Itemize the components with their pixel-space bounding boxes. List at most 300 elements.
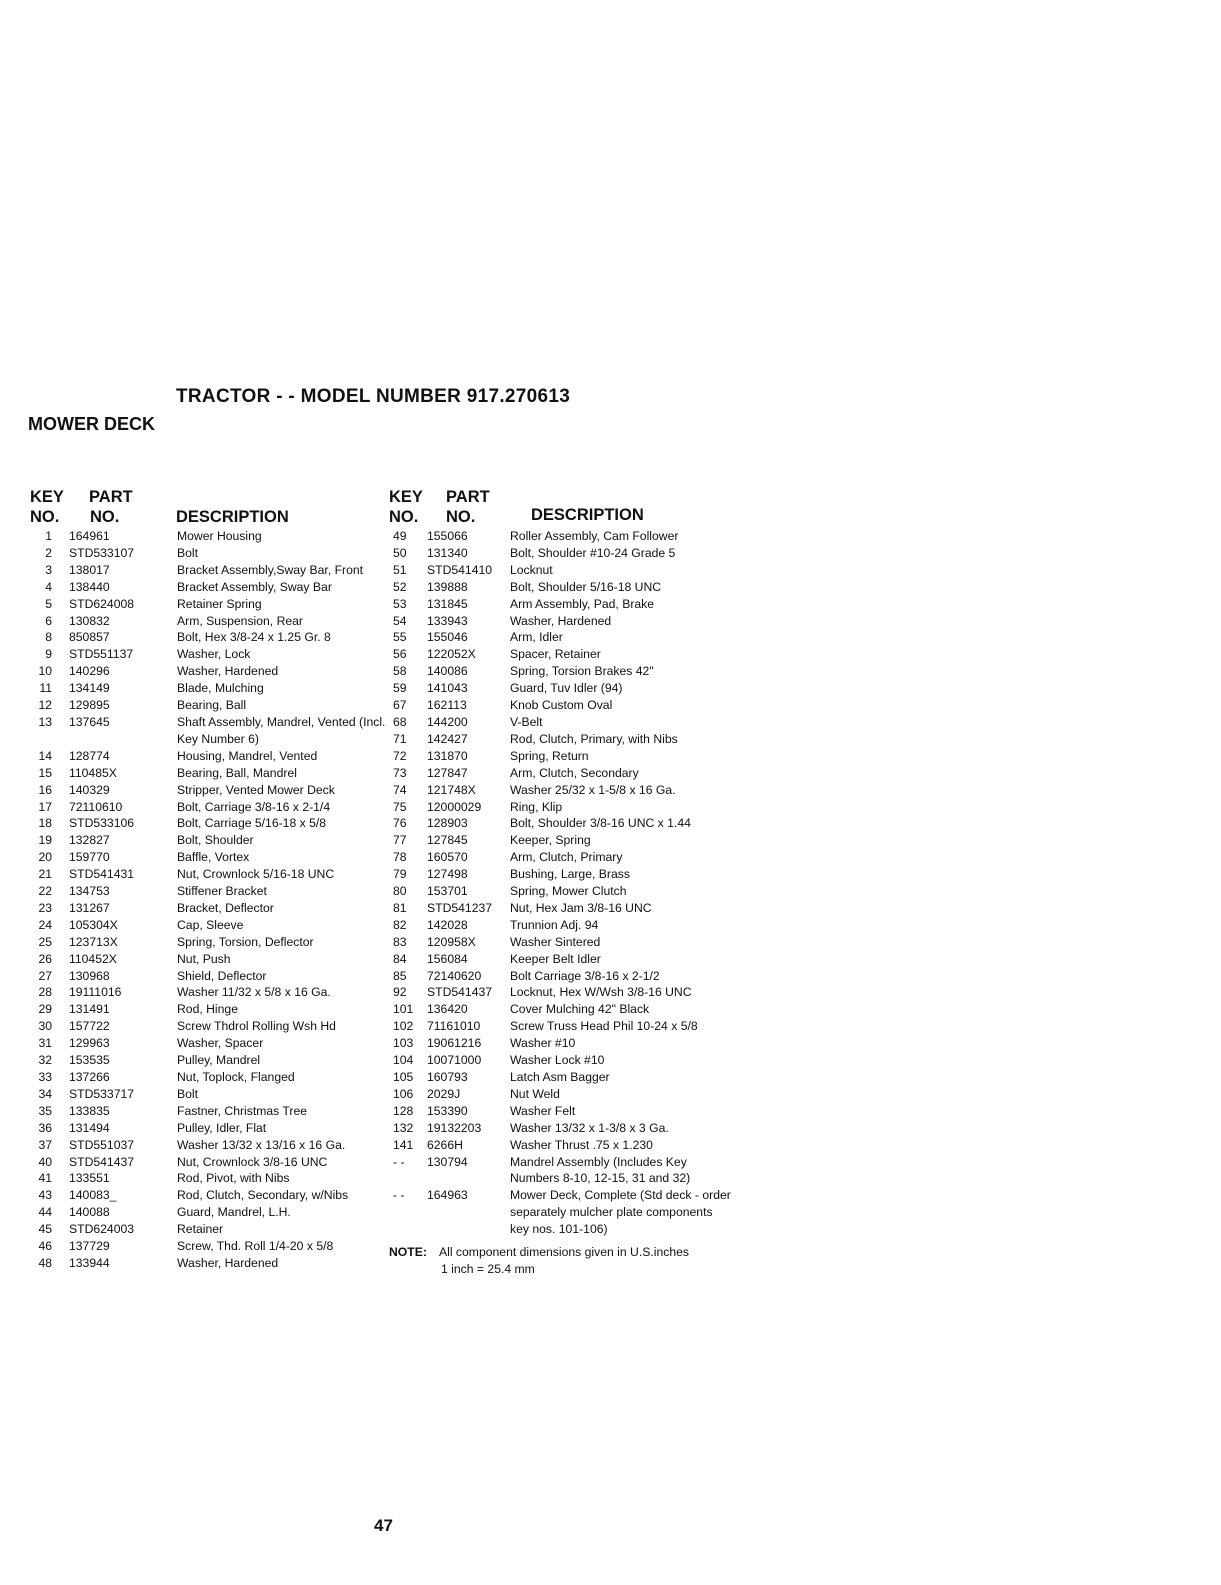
table-row	[30, 815, 390, 832]
table-row	[389, 562, 734, 579]
table-row	[30, 832, 390, 849]
header-key: KEY	[389, 488, 423, 506]
key-number: 35	[38, 1103, 52, 1118]
description: Bolt, Shoulder 5/16-18 UNC	[510, 579, 662, 594]
description: Bolt, Carriage 3/8-16 x 2-1/4	[177, 799, 331, 814]
key-number: 128	[393, 1103, 414, 1118]
part-number: 131267	[69, 900, 110, 915]
description: Stripper, Vented Mower Deck	[177, 782, 335, 797]
key-number: 24	[38, 917, 52, 932]
table-row	[30, 900, 390, 917]
part-number: STD541437	[427, 985, 493, 1000]
description: Guard, Mandrel, L.H.	[177, 1205, 291, 1220]
part-number: 162113	[427, 698, 467, 713]
part-number: 127498	[427, 867, 468, 882]
description: Nut, Toplock, Flanged	[177, 1070, 295, 1084]
description: Washer, Hardened	[177, 1255, 279, 1270]
key-number: 46	[38, 1239, 52, 1254]
table-row	[30, 917, 390, 934]
key-number: 77	[393, 833, 407, 848]
table-row	[389, 629, 734, 646]
part-number: 157722	[69, 1019, 110, 1034]
key-number: 12	[38, 698, 52, 713]
table-row	[30, 748, 390, 765]
header-description: DESCRIPTION	[531, 506, 644, 524]
part-number: 131870	[427, 748, 468, 763]
description: Washer, Hardened	[510, 613, 612, 628]
key-number: 29	[38, 1002, 52, 1017]
description: Spring, Torsion Brakes 42"	[510, 664, 654, 679]
key-number: 6	[45, 613, 52, 628]
table-row	[30, 680, 390, 697]
part-number: 141043	[427, 681, 468, 696]
description: V-Belt	[510, 714, 543, 729]
part-number: 159770	[69, 850, 110, 865]
part-number: 105304X	[69, 917, 118, 932]
description: Latch Asm Bagger	[510, 1070, 610, 1084]
part-number: 2029J	[427, 1086, 461, 1101]
table-row	[389, 883, 734, 900]
key-number: 27	[38, 968, 52, 983]
part-number: 128903	[427, 816, 468, 831]
key-number: 45	[38, 1222, 52, 1237]
description: Fastner, Christmas Tree	[177, 1103, 308, 1118]
key-number: 48	[38, 1255, 52, 1270]
part-number: 164961	[69, 529, 110, 543]
part-number: 19061216	[427, 1036, 482, 1051]
table-row	[30, 934, 390, 951]
description: Washer, Lock	[177, 647, 251, 662]
description: Bolt, Hex 3/8-24 x 1.25 Gr. 8	[177, 630, 331, 645]
table-row	[30, 1221, 390, 1238]
part-number: 138017	[69, 562, 110, 577]
key-number: 49	[393, 529, 407, 543]
table-row	[30, 613, 390, 630]
table-row	[30, 528, 390, 545]
part-number: STD541237	[427, 900, 493, 915]
part-number: 110485X	[69, 765, 117, 780]
key-number: 14	[38, 748, 52, 763]
key-number: 54	[393, 613, 407, 628]
key-number: 106	[393, 1086, 414, 1101]
table-row	[389, 951, 734, 968]
header-key-no: NO.	[389, 508, 419, 526]
key-number: 59	[393, 681, 407, 696]
description: Mandrel Assembly (Includes Key Numbers 8-10, 12-15, 31 and 32)	[510, 1154, 691, 1186]
key-number: 75	[393, 799, 407, 814]
key-number: 15	[38, 765, 52, 780]
note-text: All component dimensions given in U.S.inches	[439, 1245, 689, 1259]
table-row	[30, 1154, 390, 1171]
key-number: 44	[38, 1205, 52, 1220]
description: Screw Truss Head Phil 10-24 x 5/8	[510, 1019, 698, 1034]
part-number: 140088	[69, 1205, 110, 1220]
part-number: STD541431	[69, 867, 135, 882]
description: Blade, Mulching	[177, 681, 264, 696]
key-number: 80	[393, 884, 407, 899]
part-number: 133944	[69, 1255, 110, 1270]
table-row	[389, 1120, 734, 1137]
description: Washer, Spacer	[177, 1036, 264, 1051]
key-number: 78	[393, 850, 407, 865]
key-number: 105	[393, 1070, 414, 1084]
part-number: 160570	[427, 850, 468, 865]
header-part: PART	[446, 488, 490, 506]
description: Cover Mulching 42" Black	[510, 1002, 650, 1017]
table-row	[30, 799, 390, 816]
table-row	[389, 613, 734, 630]
header-part-no: NO.	[90, 508, 120, 526]
part-number: 138440	[69, 579, 110, 594]
description: Nut Weld	[510, 1086, 560, 1101]
table-row	[30, 968, 390, 985]
key-number: 4	[45, 579, 52, 594]
key-number: 92	[393, 985, 407, 1000]
table-row	[30, 1086, 390, 1103]
part-number: STD624003	[69, 1222, 135, 1237]
table-row	[389, 1001, 734, 1018]
description: Spacer, Retainer	[510, 647, 601, 662]
part-number: 127845	[427, 833, 468, 848]
part-number: 140083_	[69, 1188, 117, 1203]
table-row	[30, 883, 390, 900]
description: Spring, Return	[510, 748, 589, 763]
part-number: 131340	[427, 545, 468, 560]
part-number: 132827	[69, 833, 110, 848]
table-row	[30, 1187, 390, 1204]
description: Bracket Assembly, Sway Bar	[177, 579, 332, 594]
key-number: 28	[38, 985, 52, 1000]
key-number: 50	[393, 545, 407, 560]
part-number: 129895	[69, 698, 110, 713]
description: Nut, Push	[177, 951, 231, 966]
key-number: 10	[38, 664, 52, 679]
part-number: 133943	[427, 613, 468, 628]
table-row	[389, 596, 734, 613]
part-number: 155066	[427, 529, 468, 543]
key-number: 22	[38, 884, 52, 899]
description: Roller Assembly, Cam Follower	[510, 529, 679, 543]
description: Keeper, Spring	[510, 833, 591, 848]
key-number: 40	[38, 1154, 52, 1169]
key-number: 56	[393, 647, 407, 662]
description: Shield, Deflector	[177, 968, 267, 983]
key-number: 11	[39, 681, 52, 696]
key-number: 132	[393, 1120, 414, 1135]
part-number: 134753	[69, 884, 110, 899]
table-row	[30, 1069, 390, 1086]
table-row	[389, 646, 734, 663]
description: Bracket Assembly,Sway Bar, Front	[177, 562, 364, 577]
key-number: 101	[393, 1002, 414, 1017]
table-row	[30, 545, 390, 562]
part-number: 153701	[427, 884, 468, 899]
table-row	[389, 765, 734, 782]
table-row	[30, 697, 390, 714]
table-row	[389, 900, 734, 917]
table-row	[30, 866, 390, 883]
description: Keeper Belt Idler	[510, 951, 601, 966]
part-number: 130832	[69, 613, 110, 628]
description: Ring, Klip	[510, 799, 563, 814]
part-number: STD541437	[69, 1154, 135, 1169]
part-number: 140086	[427, 664, 468, 679]
part-number: 123713X	[69, 934, 118, 949]
part-number: 137266	[69, 1070, 110, 1084]
description: Bolt	[177, 545, 199, 560]
part-number: 122052X	[427, 647, 476, 662]
part-number: STD551037	[69, 1137, 135, 1152]
description: Nut, Crownlock 3/8-16 UNC	[177, 1154, 328, 1169]
part-number: 140329	[69, 782, 110, 797]
key-number: 36	[38, 1120, 52, 1135]
key-number: 103	[393, 1036, 414, 1051]
part-number: 121748X	[427, 782, 476, 797]
section-title: MOWER DECK	[28, 414, 155, 434]
table-row	[389, 815, 734, 832]
table-row	[389, 528, 734, 545]
header-key-no: NO.	[30, 508, 60, 526]
header-key: KEY	[30, 488, 64, 506]
key-number: 13	[38, 714, 52, 729]
table-row	[30, 646, 390, 663]
description: Rod, Clutch, Primary, with Nibs	[510, 731, 678, 746]
page-number: 47	[374, 1516, 393, 1535]
description: Cap, Sleeve	[177, 917, 244, 932]
key-number: 21	[38, 867, 52, 882]
table-row	[389, 1035, 734, 1052]
key-number: 85	[393, 968, 407, 983]
header-part-no: NO.	[446, 508, 476, 526]
note-label: NOTE:	[389, 1245, 427, 1259]
table-row	[389, 1187, 734, 1238]
description: Shaft Assembly, Mandrel, Vented (Incl. Key Number 6)	[177, 714, 386, 746]
description: Arm Assembly, Pad, Brake	[510, 596, 655, 611]
part-number: 156084	[427, 951, 468, 966]
key-number: 82	[393, 917, 407, 932]
dimension-note	[389, 1244, 749, 1278]
description: Spring, Torsion, Deflector	[177, 934, 314, 949]
description: Washer Thrust .75 x 1.230	[510, 1137, 653, 1152]
key-number: 30	[38, 1019, 52, 1034]
table-header	[30, 488, 390, 528]
key-number: 2	[45, 545, 52, 560]
description: Arm, Suspension, Rear	[177, 613, 303, 628]
part-number: 19132203	[427, 1120, 482, 1135]
description: Bolt	[177, 1086, 199, 1101]
part-number: 142028	[427, 917, 468, 932]
description: Spring, Mower Clutch	[510, 884, 627, 899]
table-row	[389, 748, 734, 765]
description: Bolt, Carriage 5/16-18 x 5/8	[177, 816, 327, 831]
part-number: STD551137	[69, 647, 134, 662]
description: Washer 13/32 x 1-3/8 x 3 Ga.	[510, 1120, 669, 1135]
description: Washer Lock #10	[510, 1053, 605, 1068]
description: Washer Felt	[510, 1103, 576, 1118]
key-number: 17	[38, 799, 52, 814]
key-number: 76	[393, 816, 407, 831]
key-number: 53	[393, 596, 407, 611]
key-number: 55	[393, 630, 407, 645]
key-number: 51	[393, 562, 407, 577]
key-number: 26	[38, 951, 52, 966]
table-row	[30, 984, 390, 1001]
part-number: 130968	[69, 968, 110, 983]
table-row	[389, 934, 734, 951]
key-number: - -	[393, 1188, 405, 1203]
part-number: 153535	[69, 1053, 110, 1068]
description: Nut, Hex Jam 3/8-16 UNC	[510, 900, 652, 915]
table-row	[30, 596, 390, 613]
part-number: 131491	[69, 1002, 110, 1017]
part-number: 12000029	[427, 799, 482, 814]
key-number: 43	[38, 1188, 52, 1203]
description: Retainer Spring	[177, 596, 262, 611]
description: Washer Sintered	[510, 934, 601, 949]
key-number: - -	[393, 1154, 405, 1169]
key-number: 5	[45, 596, 52, 611]
parts-table-left	[30, 488, 390, 1272]
description: Mower Deck, Complete (Std deck - order separately mulcher plate components key nos. 101-106)	[510, 1188, 731, 1237]
description: Washer 25/32 x 1-5/8 x 16 Ga.	[510, 782, 676, 797]
part-number: 131494	[69, 1120, 110, 1135]
key-number: 84	[393, 951, 407, 966]
part-number: 134149	[69, 681, 110, 696]
table-row	[389, 663, 734, 680]
key-number: 68	[393, 714, 407, 729]
table-row	[30, 951, 390, 968]
table-row	[389, 849, 734, 866]
table-row	[30, 663, 390, 680]
description: Rod, Hinge	[177, 1002, 238, 1017]
header-part: PART	[89, 488, 133, 506]
header-description: DESCRIPTION	[176, 508, 289, 526]
part-number: 6266H	[427, 1137, 463, 1152]
key-number: 67	[393, 698, 407, 713]
key-number: 73	[393, 765, 407, 780]
part-number: 144200	[427, 714, 468, 729]
part-number: 10071000	[427, 1053, 482, 1068]
description: Bracket, Deflector	[177, 900, 274, 915]
table-row	[30, 1238, 390, 1255]
table-row	[389, 1137, 734, 1154]
key-number: 102	[393, 1019, 414, 1034]
table-row	[30, 579, 390, 596]
part-number: 850857	[69, 630, 110, 645]
key-number: 31	[38, 1036, 52, 1051]
description: Bearing, Ball, Mandrel	[177, 765, 297, 780]
table-row	[389, 968, 734, 985]
part-number: 153390	[427, 1103, 468, 1118]
key-number: 8	[45, 630, 52, 645]
table-row	[30, 1018, 390, 1035]
table-row	[30, 849, 390, 866]
table-row	[30, 714, 390, 748]
description: Rod, Pivot, with Nibs	[177, 1171, 290, 1186]
description: Rod, Clutch, Secondary, w/Nibs	[177, 1188, 349, 1203]
part-number: 136420	[427, 1002, 468, 1017]
table-row	[389, 680, 734, 697]
description: Washer, Hardened	[177, 664, 279, 679]
part-number: 139888	[427, 579, 468, 594]
table-row	[30, 1137, 390, 1154]
key-number: 25	[38, 934, 52, 949]
part-number: 128774	[69, 748, 110, 763]
parts-table-right	[389, 488, 734, 1238]
part-number: 137645	[69, 714, 110, 729]
part-number: 71161010	[427, 1019, 481, 1034]
table-body	[389, 528, 734, 1238]
part-number: STD624008	[69, 596, 135, 611]
key-number: 18	[38, 816, 52, 831]
part-number: STD533106	[69, 816, 135, 831]
table-row	[389, 782, 734, 799]
key-number: 104	[393, 1053, 414, 1068]
key-number: 41	[38, 1171, 52, 1186]
note-conversion: 1 inch = 25.4 mm	[441, 1261, 535, 1276]
table-row	[30, 1001, 390, 1018]
table-row	[30, 1170, 390, 1187]
part-number: 142427	[427, 731, 468, 746]
key-number: 1	[45, 529, 52, 543]
table-row	[30, 1120, 390, 1137]
table-row	[389, 731, 734, 748]
description: Bearing, Ball	[177, 698, 247, 713]
table-row	[30, 1035, 390, 1052]
key-number: 3	[45, 562, 52, 577]
table-row	[389, 799, 734, 816]
table-row	[389, 1052, 734, 1069]
part-number: 19111016	[69, 985, 122, 1000]
table-row	[30, 562, 390, 579]
description: Bushing, Large, Brass	[510, 867, 630, 882]
table-row	[389, 832, 734, 849]
table-header	[389, 488, 734, 528]
description: Pulley, Idler, Flat	[177, 1120, 267, 1135]
table-row	[389, 1103, 734, 1120]
description: Bolt, Shoulder #10-24 Grade 5	[510, 545, 676, 560]
description: Washer 13/32 x 13/16 x 16 Ga.	[177, 1137, 346, 1152]
key-number: 81	[393, 900, 407, 915]
table-row	[389, 714, 734, 731]
key-number: 20	[38, 850, 52, 865]
part-number: 131845	[427, 596, 468, 611]
page-title: TRACTOR - - MODEL NUMBER 917.270613	[176, 386, 571, 407]
table-row	[389, 917, 734, 934]
table-row	[389, 1086, 734, 1103]
part-number: 120958X	[427, 934, 476, 949]
table-row	[389, 1154, 734, 1188]
table-row	[30, 1052, 390, 1069]
description: Bolt, Shoulder	[177, 833, 254, 848]
table-row	[389, 984, 734, 1001]
description: Mower Housing	[177, 529, 262, 543]
key-number: 19	[38, 833, 52, 848]
part-number: 129963	[69, 1036, 110, 1051]
description: Locknut, Hex W/Wsh 3/8-16 UNC	[510, 985, 692, 1000]
description: Arm, Clutch, Primary	[510, 850, 623, 865]
part-number: 137729	[69, 1239, 110, 1254]
key-number: 9	[45, 647, 52, 662]
description: Bolt Carriage 3/8-16 x 2-1/2	[510, 968, 660, 983]
table-row	[389, 866, 734, 883]
table-row	[389, 1018, 734, 1035]
part-number: 160793	[427, 1070, 468, 1084]
part-number: 133551	[69, 1171, 110, 1186]
table-row	[30, 782, 390, 799]
part-number: 140296	[69, 664, 110, 679]
table-row	[30, 629, 390, 646]
